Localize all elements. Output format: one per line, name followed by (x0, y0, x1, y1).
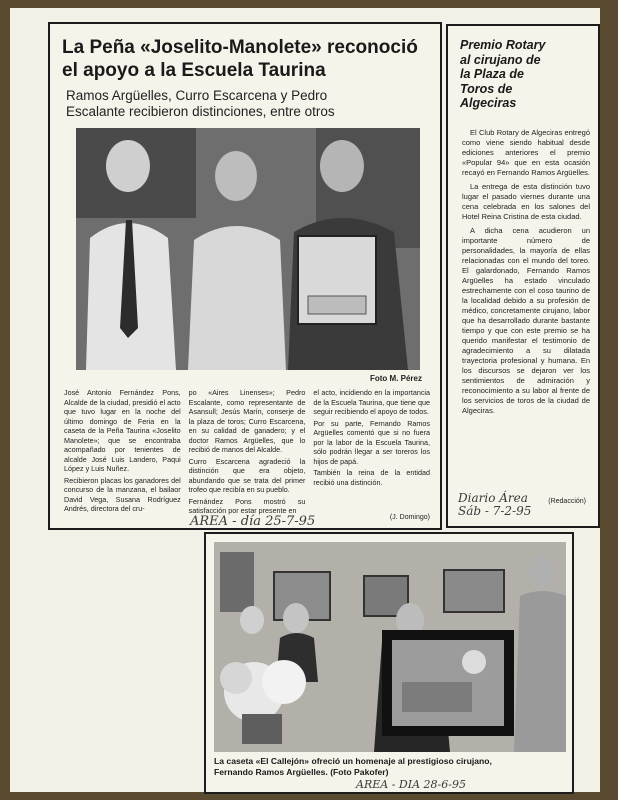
photo-illustration (214, 542, 566, 752)
clipping3-handwritten-date: AREA - DIA 28-6-95 (356, 778, 466, 791)
clipping1-headline: La Peña «Joselito-Manolete» reconoció el apoyo a la Escuela Taurina (62, 37, 418, 81)
clipping2-signature: (Redacción) (548, 498, 586, 505)
newspaper-clipping-escuela-taurina (48, 22, 442, 530)
scrapbook-page (10, 8, 600, 792)
clipping1-article-body (64, 388, 430, 513)
clipping1-subheadline: Ramos Argüelles, Curro Escarcena y Pedro Escalante recibieron distinciones, entre otros (66, 88, 335, 119)
clipping1-photo-credit: Foto M. Pérez (369, 374, 422, 383)
newspaper-clipping-premio-rotary (446, 24, 600, 528)
article-column-3: el acto, incidiendo en la importancia de la Escuela Taurina, que tiene que seguir recibiendo el apoyo de todos. Por su parte, Fernando Ramos Argüelles comentó que si no fuera por la labor de la Escuela Taurina, sólo podrán llegar a ser toreros los hijos de papá. También la reina de la entidad recibió una distinción. (313, 388, 431, 487)
clipping3-caption: La caseta «El Callejón» ofreció un homenaje al prestigioso cirujano, Fernando Ramos Argüelles. (Foto Pakofer) (214, 756, 492, 777)
clipping1-handwritten-date: AREA - día 25-7-95 (190, 514, 316, 529)
clipping1-photo-three-men (76, 128, 420, 370)
clipping2-handwritten-date: Diario Área Sáb - 7-2-95 (458, 491, 532, 518)
clipping2-article-body: El Club Rotary de Algeciras entregó como viene siendo habitual desde ediciones anteriores el premio «Popular 94» que en esta ocasión recayó en Fernando Ramos Argüelles. La entrega de esta distinción tuvo lugar el pasado viernes durante una cena celebrada en los salones del Hotel Reina Cristina de esta ciudad. A dicha cena acudieron un importante número de personalidades, la mayoría de ellas relacionadas con el mundo del toreo. El galardonado, Fernando Ramos Argüelles ha estado vinculado estrechamente con el coso taurino de la localidad debido a su profesión de médico, concretamente cirujano, labor que ha desarrollado durante bastante tiempo y que con este premio se ha querido manifestar el testimonio de agradecimiento a su dilatada trayectoria profesional y humana. En los discursos se dejaron ver los sentimientos de admiración y reconocimiento a su labor al frente de los servicios de toros de la ciudad de Algeciras. (462, 128, 590, 415)
photo-illustration (76, 128, 420, 370)
clipping3-photo-homenaje (214, 542, 566, 752)
clipping1-signature: (J. Domingo) (389, 514, 430, 521)
newspaper-clipping-homenaje (204, 532, 574, 794)
article-column-2: po «Aires Linenses»; Pedro Escalante, como representante de Asansull; Jesús Marín, conserje de la plaza de toros; Curro Escarcena, en su calidad de ganadero; y el doctor Ramos Argüelles, que lo recibió de manos del Alcalde. Curro Escarcena agradeció la distinción que era objeto, abundando que se trata del primer trofeo que recibía en su pueblo. Fernández Pons mostró su satisfacción por estar presente en (188, 388, 306, 515)
clipping2-headline: Premio Rotary al cirujano de la Plaza de Toros de Algeciras (460, 38, 546, 110)
article-column-1: José Antonio Fernández Pons, Alcalde de la ciudad, presidió el acto que tuvo lugar en la noche del último domingo de Feria en la caseta de la Peña Taurina «Joselito Manolete»; que se encontraba acompañado por tenientes de alcalde José Luis Landero, Paqui López y Luis Nuñez. Recibieron placas los ganadores del concurso de la manzana, el bailaor David Vega, Susana Rodríguez Andrés, directora del cru- (64, 388, 181, 513)
